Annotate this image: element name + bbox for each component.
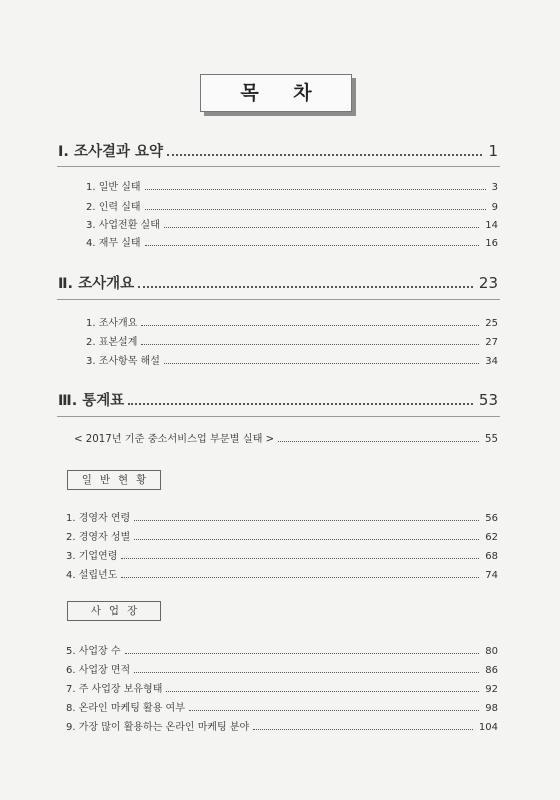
- toc-item-label: 7. 주 사업장 보유형태: [66, 684, 163, 695]
- toc-item-label: 1. 경영자 연령: [66, 513, 131, 524]
- leader-dots: [166, 691, 479, 692]
- toc-page-number: 56: [485, 513, 498, 524]
- toc-section-2[interactable]: [58, 272, 498, 293]
- toc-item-label: 5. 사업장 수: [66, 646, 121, 657]
- toc-item[interactable]: [66, 699, 498, 714]
- toc-item[interactable]: [86, 314, 498, 329]
- leader-dots: [164, 227, 479, 228]
- toc-item[interactable]: [86, 352, 498, 367]
- toc-item[interactable]: [66, 528, 498, 543]
- toc-subheading[interactable]: [74, 430, 498, 445]
- leader-dots: [189, 710, 479, 711]
- toc-section-1[interactable]: [58, 140, 498, 161]
- toc-item-label: 8. 온라인 마케팅 활용 여부: [66, 703, 185, 714]
- toc-section-label: Ⅰ. 조사결과 요약: [58, 144, 164, 160]
- toc-item-label: 1. 조사개요: [86, 318, 138, 329]
- toc-page-number: 9: [491, 202, 498, 213]
- toc-page-number: 16: [485, 238, 498, 249]
- toc-item-label: 3. 사업전환 실태: [86, 220, 160, 231]
- toc-page-number: 34: [485, 356, 498, 367]
- toc-page-number: 98: [485, 703, 498, 714]
- leader-dots: [138, 286, 473, 288]
- leader-dots: [134, 672, 479, 673]
- toc-page-number: 25: [485, 318, 498, 329]
- leader-dots: [121, 558, 479, 559]
- toc-item-label: 1. 일반 실태: [86, 182, 141, 193]
- toc-item-label: 6. 사업장 면적: [66, 665, 131, 676]
- toc-page-number: 74: [485, 570, 498, 581]
- toc-page-number: 92: [485, 684, 498, 695]
- toc-page-number: 3: [491, 182, 498, 193]
- toc-item[interactable]: [66, 509, 498, 524]
- title-wrapper: [0, 74, 560, 112]
- toc-item[interactable]: [66, 680, 498, 695]
- toc-item[interactable]: [86, 216, 498, 231]
- group-label-general: 일반현황: [67, 470, 161, 490]
- toc-item[interactable]: [66, 566, 498, 581]
- section-divider: [57, 416, 500, 417]
- toc-section-label: Ⅱ. 조사개요: [58, 276, 135, 292]
- toc-item[interactable]: [86, 178, 498, 193]
- leader-dots: [164, 363, 479, 364]
- leader-dots: [145, 189, 486, 190]
- group-label-workplace: 사업장: [67, 601, 161, 621]
- leader-dots: [167, 154, 482, 156]
- toc-page-number: 68: [485, 551, 498, 562]
- toc-page-number: 23: [478, 274, 498, 292]
- toc-item[interactable]: [66, 642, 498, 657]
- toc-page-number: 62: [485, 532, 498, 543]
- leader-dots: [278, 441, 479, 442]
- toc-page-number: 104: [478, 722, 498, 733]
- toc-item[interactable]: [66, 661, 498, 676]
- leader-dots: [253, 729, 473, 730]
- leader-dots: [145, 245, 480, 246]
- section-divider: [57, 299, 500, 300]
- leader-dots: [121, 577, 479, 578]
- toc-item-label: 4. 설립년도: [66, 570, 118, 581]
- toc-item[interactable]: [86, 333, 498, 348]
- toc-subheading-label: < 2017년 기준 중소서비스업 부문별 실태 >: [74, 434, 275, 445]
- toc-item[interactable]: [86, 198, 498, 213]
- toc-section-label: Ⅲ. 통계표: [58, 393, 125, 409]
- toc-page-number: 86: [485, 665, 498, 676]
- toc-item[interactable]: [66, 718, 498, 733]
- toc-item-label: 2. 표본설계: [86, 337, 138, 348]
- toc-section-3[interactable]: [58, 389, 498, 410]
- toc-item-label: 2. 경영자 성별: [66, 532, 131, 543]
- toc-item[interactable]: [66, 547, 498, 562]
- leader-dots: [134, 520, 479, 521]
- toc-page-number: 55: [485, 434, 498, 445]
- toc-page-number: 1: [488, 142, 498, 160]
- toc-item-label: 9. 가장 많이 활용하는 온라인 마케팅 분야: [66, 722, 250, 733]
- leader-dots: [141, 344, 479, 345]
- section-divider: [57, 166, 500, 167]
- toc-item-label: 3. 조사항목 해설: [86, 356, 160, 367]
- leader-dots: [141, 325, 479, 326]
- toc-item[interactable]: [86, 234, 498, 249]
- toc-page-number: 80: [485, 646, 498, 657]
- toc-item-label: 2. 인력 실태: [86, 202, 141, 213]
- toc-page-number: 14: [485, 220, 498, 231]
- leader-dots: [128, 403, 473, 405]
- leader-dots: [145, 209, 486, 210]
- toc-page-number: 53: [478, 391, 498, 409]
- leader-dots: [134, 539, 479, 540]
- page-title: 목 차: [200, 74, 352, 112]
- toc-item-label: 4. 재무 실태: [86, 238, 141, 249]
- toc-page-number: 27: [485, 337, 498, 348]
- toc-item-label: 3. 기업연령: [66, 551, 118, 562]
- leader-dots: [125, 653, 480, 654]
